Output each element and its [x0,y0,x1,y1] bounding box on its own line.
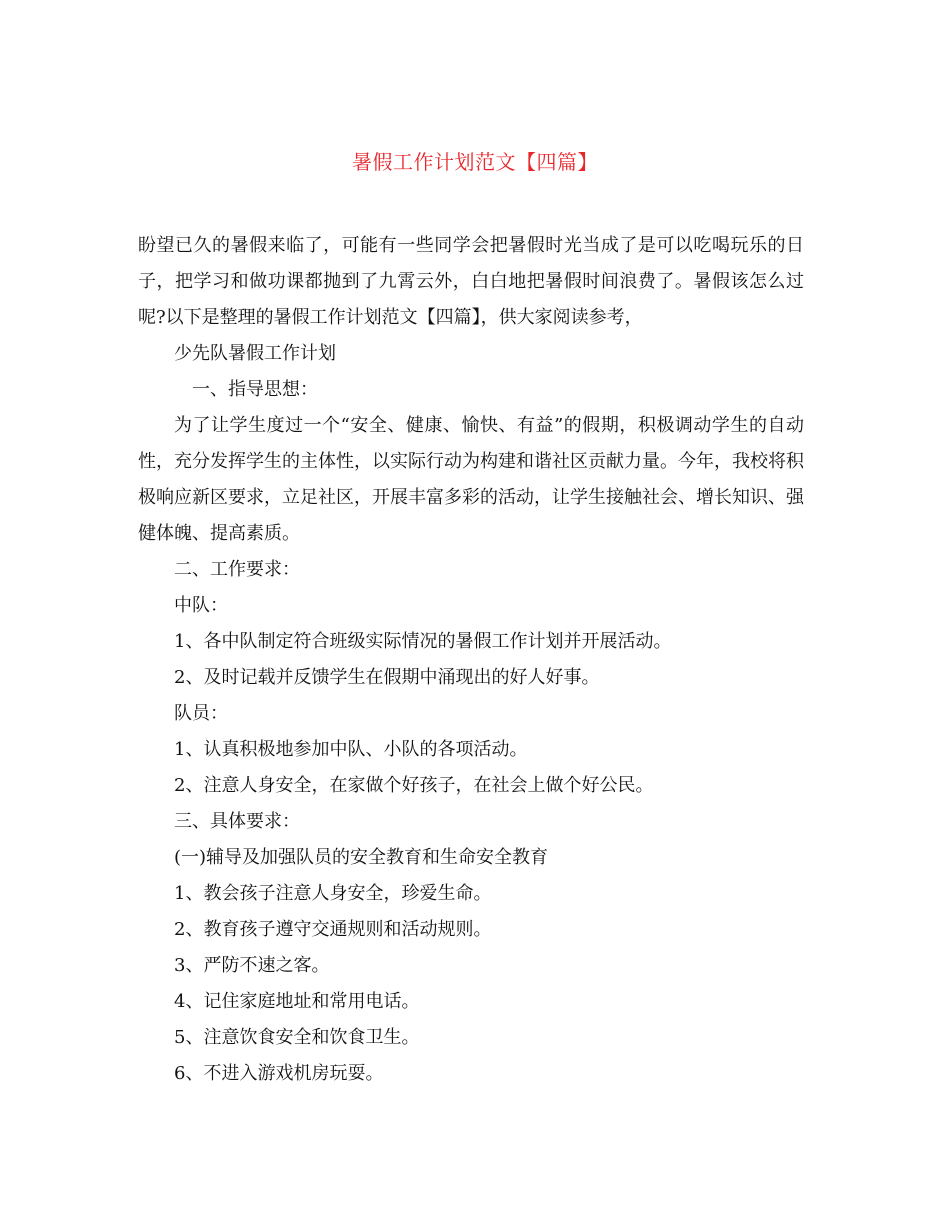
list-item: 3、严防不速之客。 [174,955,330,976]
guiding-paragraph: 为了让学生度过一个“安全、健康、愉快、有益”的假期，积极调动学生的自动性，充分发挥学生的主体性，以实际行动为构建和谐社区贡献力量。今年，我校将积极响应新区要求，立足社区，开展丰富多彩的活动，让学生接触社会、增长知识、强健体魄、提高素质。 [138,415,804,544]
list-item: 1、认真积极地参加中队、小队的各项活动。 [174,739,528,760]
list-item: 1、教会孩子注意人身安全，珍爱生命。 [174,883,492,904]
list-item: 2、注意人身安全，在家做个好孩子，在社会上做个好公民。 [174,775,654,796]
member-label: 队员： [174,703,228,724]
heading-guiding-ideology: 一、指导思想： [192,379,318,400]
list-item: 4、记住家庭地址和常用电话。 [174,991,420,1012]
list-item: 5、注意饮食安全和饮食卫生。 [174,1027,420,1048]
list-item: 2、教育孩子遵守交通规则和活动规则。 [174,919,492,940]
heading-specific-requirements: 三、具体要求： [174,811,300,832]
list-item: 2、及时记载并反馈学生在假期中涌现出的好人好事。 [174,667,600,688]
heading-work-requirements: 二、工作要求： [174,559,300,580]
document-body [138,228,804,1092]
sub-heading-safety-education: (一)辅导及加强队员的安全教育和生命安全教育 [174,847,549,868]
document-title: 暑假工作计划范文【四篇】 [352,150,598,174]
squad-label: 中队： [174,595,228,616]
list-item: 6、不进入游戏机房玩耍。 [174,1063,384,1084]
section-title: 少先队暑假工作计划 [174,343,336,364]
list-item: 1、各中队制定符合班级实际情况的暑假工作计划并开展活动。 [174,631,672,652]
intro-paragraph: 盼望已久的暑假来临了，可能有一些同学会把暑假时光当成了是可以吃喝玩乐的日子，把学习和做功课都抛到了九霄云外，白白地把暑假时间浪费了。暑假该怎么过呢?以下是整理的暑假工作计划范文【四篇】，供大家阅读参考， [138,235,804,328]
